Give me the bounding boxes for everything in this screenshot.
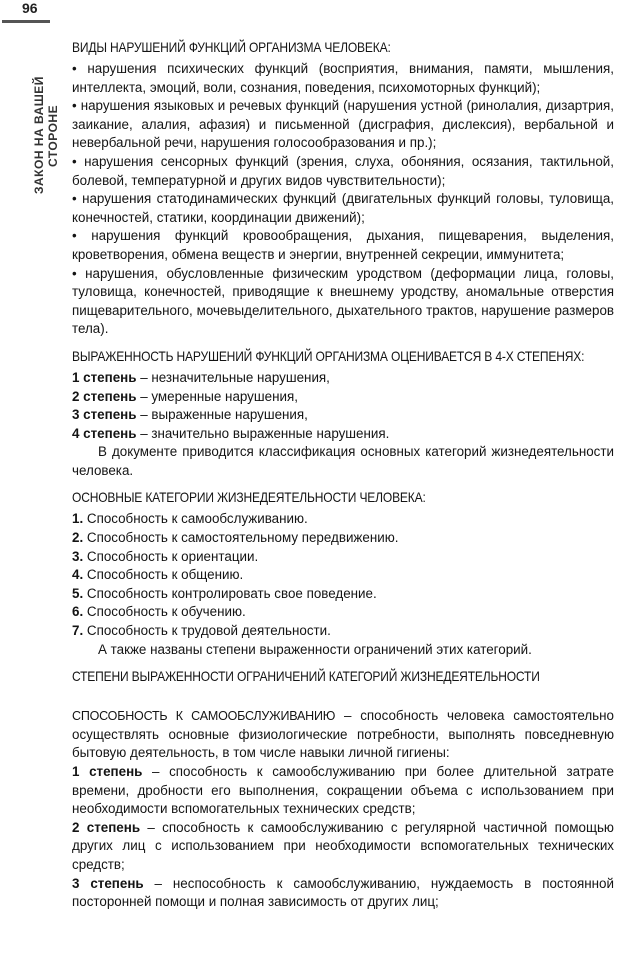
list-item xyxy=(72,529,614,548)
item-text: Способность к общению. xyxy=(83,567,244,583)
paragraph-definition xyxy=(72,707,614,763)
list-item: • нарушения сенсорных функций (зрения, слуха, обоняния, осязания, тактильной, болевой, температурной и других видов чувствительности); xyxy=(72,153,614,188)
category-list xyxy=(72,510,614,640)
paragraph-note: В документе приводится классификация основных категорий жизнедеятельности человека. xyxy=(72,444,614,478)
item-number: 5. xyxy=(72,585,84,601)
list-item xyxy=(72,510,614,529)
item-number: 6. xyxy=(72,604,84,620)
definition-text: – способность человека самостоятельно осуществлять основные физиологические потребности, выполнять повседневную бытовую деятельность, в том числе навыки личной гигиены: xyxy=(72,708,614,761)
grade-text: – способность к самообслуживанию при более длительной затрате времени, дробности его выполнения, сокращении объема с использованием при необходимости вспомогательных технических средств; xyxy=(72,764,614,817)
list-item: • нарушения статодинамических функций (двигательных функций головы, туловища, конечностей, статики, координации движений); xyxy=(72,191,614,225)
grade-label: 3 степень xyxy=(72,875,144,891)
term-label: СПОСОБНОСТЬ К САМООБСЛУЖИВАНИЮ xyxy=(72,709,336,724)
heading-life-categories: ОСНОВНЫЕ КАТЕГОРИИ ЖИЗНЕДЕЯТЕЛЬНОСТИ ЧЕЛОВЕКА: xyxy=(72,489,426,506)
grade-text: – способность к самообслуживанию с регулярной частичной помощью других лиц с использованием при необходимости вспомогательных технических средств; xyxy=(72,819,614,872)
grade-label: 1 степень xyxy=(72,764,143,779)
list-item xyxy=(72,566,614,585)
item-number: 1. xyxy=(72,511,84,527)
degree-text: – незначительные нарушения, xyxy=(136,369,330,385)
page-number: 96 xyxy=(22,0,38,16)
list-item xyxy=(72,406,614,425)
item-text: Способность к ориентации. xyxy=(83,548,259,564)
degree-label: 2 степень xyxy=(72,388,137,404)
degree-label: 3 степень xyxy=(72,407,137,423)
item-text: Способность к трудовой деятельности. xyxy=(83,623,331,639)
list-item xyxy=(72,819,614,875)
degree-text: – умеренные нарушения, xyxy=(136,388,298,404)
heading-impairment-types: ВИДЫ НАРУШЕНИЙ ФУНКЦИЙ ОРГАНИЗМА ЧЕЛОВЕКА: xyxy=(72,39,391,55)
list-item: • нарушения психических функций (восприятия, внимания, памяти, мышления, интеллекта, эмоций, воли, сознания, поведения, психомоторных функций); xyxy=(72,61,614,95)
list-item xyxy=(72,622,614,641)
item-text: Способность к обучению. xyxy=(83,604,246,620)
list-item: • нарушения функций кровообращения, дыхания, пищеварения, выделения, кроветворения, обмена веществ и энергии, внутренней секреции, иммунитета; xyxy=(72,228,614,262)
list-item xyxy=(72,548,614,567)
heading-limitation-degrees: СТЕПЕНИ ВЫРАЖЕННОСТИ ОГРАНИЧЕНИЙ КАТЕГОРИЙ ЖИЗНЕДЕЯТЕЛЬНОСТИ xyxy=(72,668,540,685)
degree-text: – выраженные нарушения, xyxy=(136,407,308,423)
item-number: 3. xyxy=(72,548,84,564)
item-number: 4. xyxy=(72,567,84,583)
heading-severity-degrees: ВЫРАЖЕННОСТЬ НАРУШЕНИЙ ФУНКЦИЙ ОРГАНИЗМА ОЦЕНИВАЕТСЯ В 4-Х СТЕПЕНЯХ: xyxy=(72,347,585,364)
grade-label: 2 степень xyxy=(72,819,141,835)
list-item: • нарушения, обусловленные физическим уродством (деформации лица, головы, туловища, конечностей, приводящие к внешнему уродству, аномальные отверстия пищеварительного, мочевыделительного, дыхательного трактов, нарушение размеров тела). xyxy=(72,265,614,337)
severity-list xyxy=(72,369,614,443)
list-item xyxy=(72,603,614,622)
grade-text: – неспособность к самообслуживанию, нуждаемость в постоянной посторонней помощи и полная зависимость от других лиц; xyxy=(72,875,614,910)
corner-rule xyxy=(2,20,50,23)
page-content xyxy=(72,38,614,912)
impairment-list xyxy=(72,60,614,339)
list-item xyxy=(72,875,614,912)
degree-text: – значительно выраженные нарушения. xyxy=(136,425,390,441)
item-number: 7. xyxy=(72,623,84,639)
list-item xyxy=(72,763,614,819)
item-text: Способность к самообслуживанию. xyxy=(83,511,308,527)
degree-label: 1 степень xyxy=(72,369,137,385)
list-item xyxy=(72,425,614,444)
list-item xyxy=(72,585,614,604)
item-text: Способность к самостоятельному передвижению. xyxy=(83,530,399,546)
list-item: • нарушения языковых и речевых функций (нарушения устной (ринолалия, дизартрия, заикание, алалия, афазия) и письменной (дисграфия, дислексия), вербальной и невербальной речи, нарушения голосообразования и пр.); xyxy=(72,98,614,151)
list-item xyxy=(72,388,614,407)
item-number: 2. xyxy=(72,530,84,546)
degree-label: 4 степень xyxy=(72,425,137,441)
item-text: Способность контролировать свое поведение. xyxy=(83,585,377,601)
running-head: ЗАКОН НА ВАШЕЙ СТОРОНЕ xyxy=(32,76,60,195)
paragraph-note: А также названы степени выраженности ограничений этих категорий. xyxy=(98,641,532,657)
list-item xyxy=(72,369,614,388)
